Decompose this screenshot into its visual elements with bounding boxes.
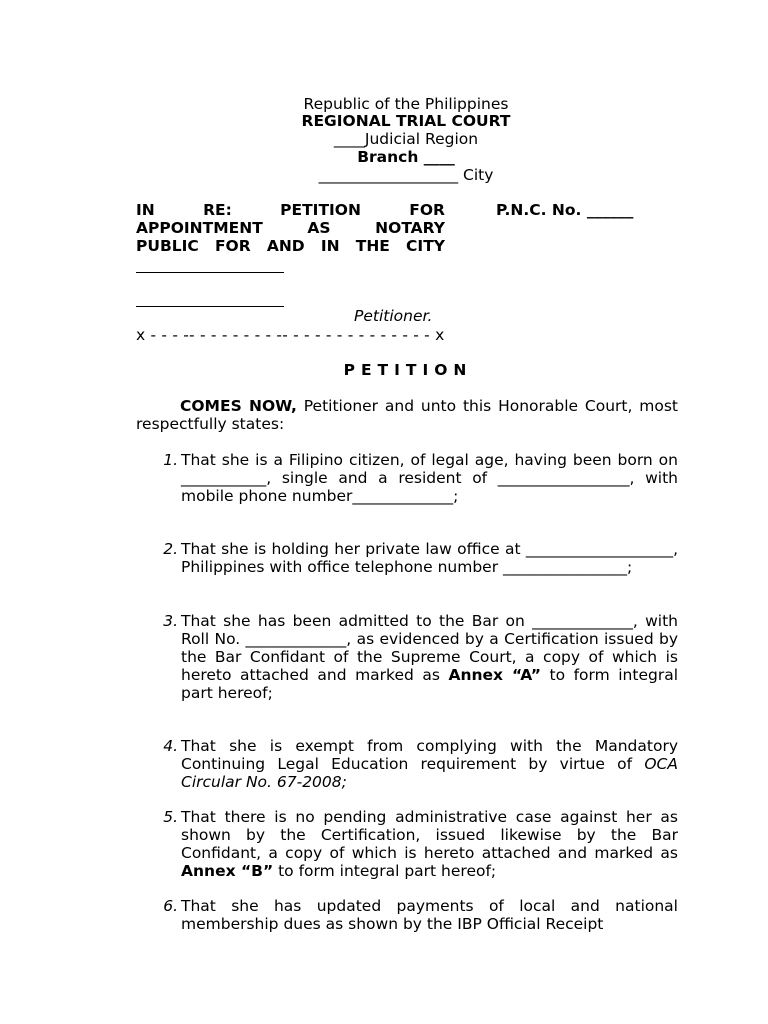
item-number: 5. [163, 808, 178, 826]
item-text-part: to form integral part hereof; [181, 666, 679, 702]
pnc-number: P.N.C. No. ______ [496, 201, 634, 219]
petitioner-label: Petitioner. [354, 307, 433, 325]
list-item [136, 737, 678, 791]
item-number: 4. [163, 737, 178, 755]
intro-lead: COMES NOW, [180, 397, 297, 415]
petitioner-name-line [136, 306, 284, 307]
item-number: 2. [163, 540, 178, 558]
header-republic: Republic of the Philippines [303, 95, 509, 113]
caption-line: PUBLIC FOR AND IN THE CITY [136, 237, 445, 255]
item-text [181, 737, 678, 791]
item-text-part: That she is exempt from complying with the Mandatory Continuing Legal Education requirement by virtue of [181, 737, 678, 773]
item-text [181, 612, 678, 702]
caption-separator: x - - - -- - - - - - - - -- - - - - - - - - - - - - - x [136, 326, 445, 344]
list-item [136, 612, 678, 702]
city-blank-line [136, 272, 284, 273]
case-caption [136, 201, 445, 255]
item-text [181, 808, 678, 880]
document-title: PETITION [343, 361, 473, 379]
list-item [136, 808, 678, 880]
item-text: That she is a Filipino citizen, of legal age, having been born on ___________, single and a resident of _________________, with mobile phone number_____________; [181, 451, 678, 505]
item-text: That she has updated payments of local and national membership dues as shown by the IBP Official Receipt [181, 897, 678, 933]
header-judicial-region: ____Judicial Region [333, 130, 479, 148]
annex-a-label: Annex “A” [448, 666, 541, 684]
list-item [136, 451, 678, 505]
item-number: 1. [163, 451, 178, 469]
header-branch: Branch ____ [357, 148, 455, 166]
oca-circular-ref: OCA Circular No. 67-2008; [181, 755, 678, 791]
annex-b-label: Annex “B” [181, 862, 274, 880]
item-text-part: to form integral part hereof; [273, 862, 497, 880]
caption-line: APPOINTMENT AS NOTARY [136, 219, 445, 237]
list-item [136, 897, 678, 933]
intro-paragraph [136, 397, 678, 433]
intro-text: Petitioner and unto this Honorable Court, most respectfully states: [136, 397, 678, 433]
item-text-part: That there is no pending administrative case against her as shown by the Certification, issued likewise by the Bar Confidant, a copy of which is hereto attached and marked as [181, 808, 678, 862]
header-city: __________________ City [318, 166, 494, 184]
item-number: 6. [163, 897, 178, 915]
item-text-part: That she has been admitted to the Bar on _____________, with Roll No. _____________, as evidenced by a Certification issued by the Bar Confidant of the Supreme Court, a copy of which is hereto attached and marked as [181, 612, 678, 684]
list-item [136, 540, 678, 576]
caption-line: IN RE: PETITION FOR [136, 201, 445, 219]
header-court: REGIONAL TRIAL COURT [301, 112, 511, 130]
item-text: That she is holding her private law office at ___________________, Philippines with office telephone number ________________; [181, 540, 678, 576]
item-number: 3. [163, 612, 178, 630]
